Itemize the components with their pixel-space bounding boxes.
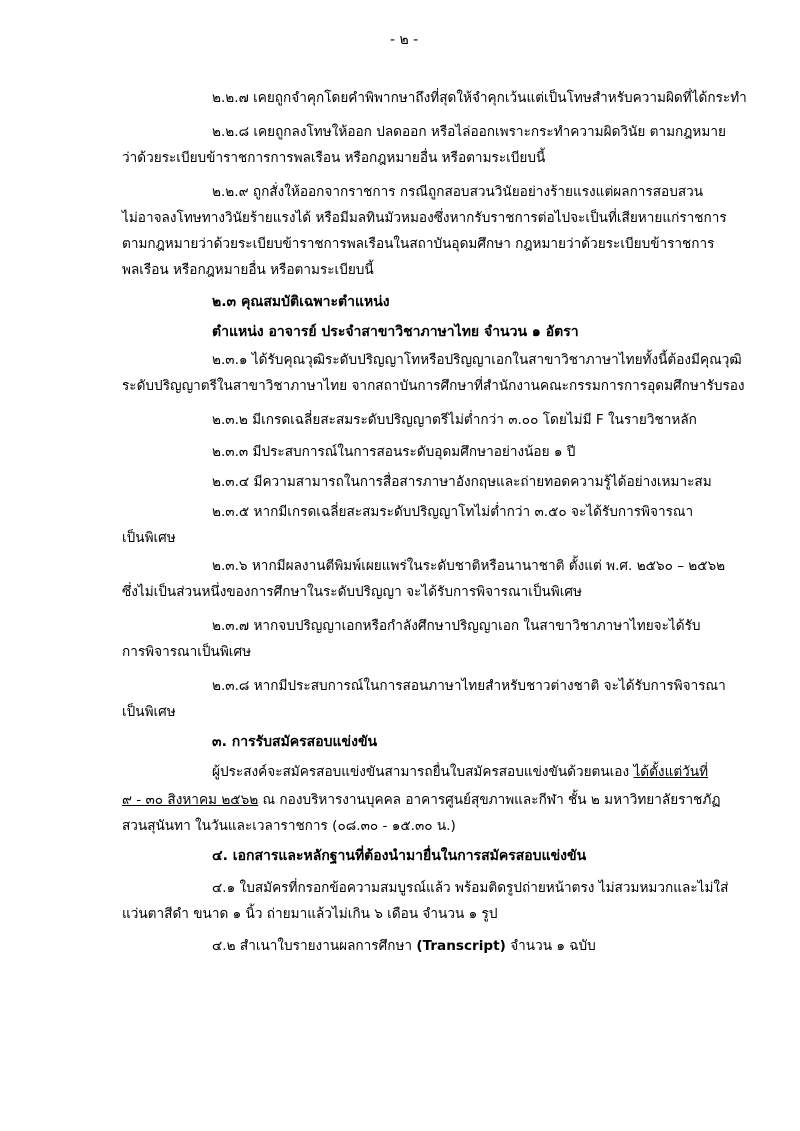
application-period-dates: ๙ - ๓๐ สิงหาคม ๒๕๖๒ — [122, 792, 259, 808]
section-3-line-2 — [122, 790, 720, 810]
clause-2-3-6-line-1: ๒.๓.๖ หากมีผลงานตีพิมพ์เผยแพร่ในระดับชาติหรือนานาชาติ ตั้งแต่ พ.ศ. ๒๕๖๐ – ๒๕๖๒ — [212, 558, 726, 574]
clause-2-3-1-line-2: ระดับปริญญาตรีในสาขาวิชาภาษาไทย จากสถาบันการศึกษาที่สำนักงานคณะกรรมการการอุดมศึกษารับรอง — [122, 378, 745, 394]
page-number: - ๒ - — [390, 32, 419, 48]
clause-4-2-quantity: จำนวน ๑ ฉบับ — [505, 938, 596, 954]
clause-2-2-9-line-4: พลเรือน หรือกฎหมายอื่น หรือตามระเบียบนี้ — [122, 262, 374, 278]
clause-2-2-8-line-2: ว่าด้วยระเบียบข้าราชการการพลเรือน หรือกฎหมายอื่น หรือตามระเบียบนี้ — [122, 150, 546, 166]
clause-2-3-4: ๒.๓.๔ มีความสามารถในการสื่อสารภาษาอังกฤษและถ่ายทอดความรู้ได้อย่างเหมาะสม — [212, 474, 712, 490]
section-3-heading: ๓. การรับสมัครสอบแข่งขัน — [212, 734, 378, 750]
clause-2-3-3: ๒.๓.๓ มีประสบการณ์ในการสอนระดับอุดมศึกษาอย่างน้อย ๑ ปี — [212, 444, 576, 460]
clause-4-1-line-1: ๔.๑ ใบสมัครที่กรอกข้อความสมบูรณ์แล้ว พร้อมติดรูปถ่ายหน้าตรง ไม่สวมหมวกและไม่ใส่ — [212, 880, 729, 896]
clause-4-2 — [212, 936, 596, 956]
clause-2-3-8-line-1: ๒.๓.๘ หากมีประสบการณ์ในการสอนภาษาไทยสำหรับชาวต่างชาติ จะได้รับการพิจารณา — [212, 678, 726, 694]
clause-2-3-8-line-2: เป็นพิเศษ — [122, 704, 176, 720]
clause-2-3-7-line-1: ๒.๓.๗ หากจบปริญญาเอกหรือกำลังศึกษาปริญญาเอก ในสาขาวิชาภาษาไทยจะได้รับ — [212, 618, 701, 634]
section-3-line-2-text: ณ กองบริหารงานบุคคล อาคารศูนย์สุขภาพและกีฬา ชั้น ๒ มหาวิทยาลัยราชภัฏ — [258, 792, 721, 808]
clause-2-2-7: ๒.๒.๗ เคยถูกจำคุกโดยคำพิพากษาถึงที่สุดให้จำคุกเว้นแต่เป็นโทษสำหรับความผิดที่ได้กระทำ — [212, 90, 747, 106]
section-3-line-1-text: ผู้ประสงค์จะสมัครสอบแข่งขันสามารถยื่นใบสมัครสอบแข่งขันด้วยตนเอง — [212, 764, 634, 780]
section-4-heading: ๔. เอกสารและหลักฐานที่ต้องนำมายื่นในการสมัครสอบแข่งขัน — [212, 848, 587, 864]
section-3-line-1 — [212, 762, 708, 782]
clause-2-3-1-line-1: ๒.๓.๑ ได้รับคุณวุฒิระดับปริญญาโทหรือปริญญาเอกในสาขาวิชาภาษาไทยทั้งนี้ต้องมีคุณวุฒิ — [212, 352, 742, 368]
clause-2-3-5-line-2: เป็นพิเศษ — [122, 530, 176, 546]
clause-2-2-9-line-1: ๒.๒.๙ ถูกสั่งให้ออกจากราชการ กรณีถูกสอบสวนวินัยอย่างร้ายแรงแต่ผลการสอบสวน — [212, 184, 704, 200]
position-title: ตำแหน่ง อาจารย์ ประจำสาขาวิชาภาษาไทย จำนวน ๑ อัตรา — [212, 324, 579, 340]
section-2-3-heading: ๒.๓ คุณสมบัติเฉพาะตำแหน่ง — [212, 294, 390, 310]
clause-2-3-5-line-1: ๒.๓.๕ หากมีเกรดเฉลี่ยสะสมระดับปริญญาโทไม่ต่ำกว่า ๓.๕๐ จะได้รับการพิจารณา — [212, 504, 694, 520]
clause-2-3-2: ๒.๓.๒ มีเกรดเฉลี่ยสะสมระดับปริญญาตรีไม่ต่ำกว่า ๓.๐๐ โดยไม่มี F ในรายวิชาหลัก — [212, 412, 697, 428]
clause-2-2-9-line-3: ตามกฎหมายว่าด้วยระเบียบข้าราชการพลเรือนในสถาบันอุดมศึกษา กฎหมายว่าด้วยระเบียบข้าราชการ — [122, 236, 715, 252]
clause-4-1-line-2: แว่นตาสีดำ ขนาด ๑ นิ้ว ถ่ายมาแล้วไม่เกิน ๖ เดือน จำนวน ๑ รูป — [122, 906, 498, 922]
clause-2-3-7-line-2: การพิจารณาเป็นพิเศษ — [122, 644, 252, 660]
clause-2-2-8-line-1: ๒.๒.๘ เคยถูกลงโทษให้ออก ปลดออก หรือไล่ออกเพราะกระทำความผิดวินัย ตามกฎหมาย — [212, 124, 726, 140]
section-3-line-3: สวนสุนันทา ในวันและเวลาราชการ (๐๘.๓๐ - ๑๕.๓๐ น.) — [122, 818, 456, 834]
clause-4-2-text: ๔.๒ สำเนาใบรายงานผลการศึกษา — [212, 938, 417, 954]
clause-2-2-9-line-2: ไม่อาจลงโทษทางวินัยร้ายแรงได้ หรือมีมลทินมัวหมองซึ่งหากรับราชการต่อไปจะเป็นที่เสียหายแก่ราชการ — [122, 210, 727, 226]
transcript-label: (Transcript) — [416, 938, 506, 954]
clause-2-3-6-line-2: ซึ่งไม่เป็นส่วนหนึ่งของการศึกษาในระดับปริญญา จะได้รับการพิจารณาเป็นพิเศษ — [122, 584, 582, 600]
application-period-start: ได้ตั้งแต่วันที่ — [633, 764, 709, 780]
